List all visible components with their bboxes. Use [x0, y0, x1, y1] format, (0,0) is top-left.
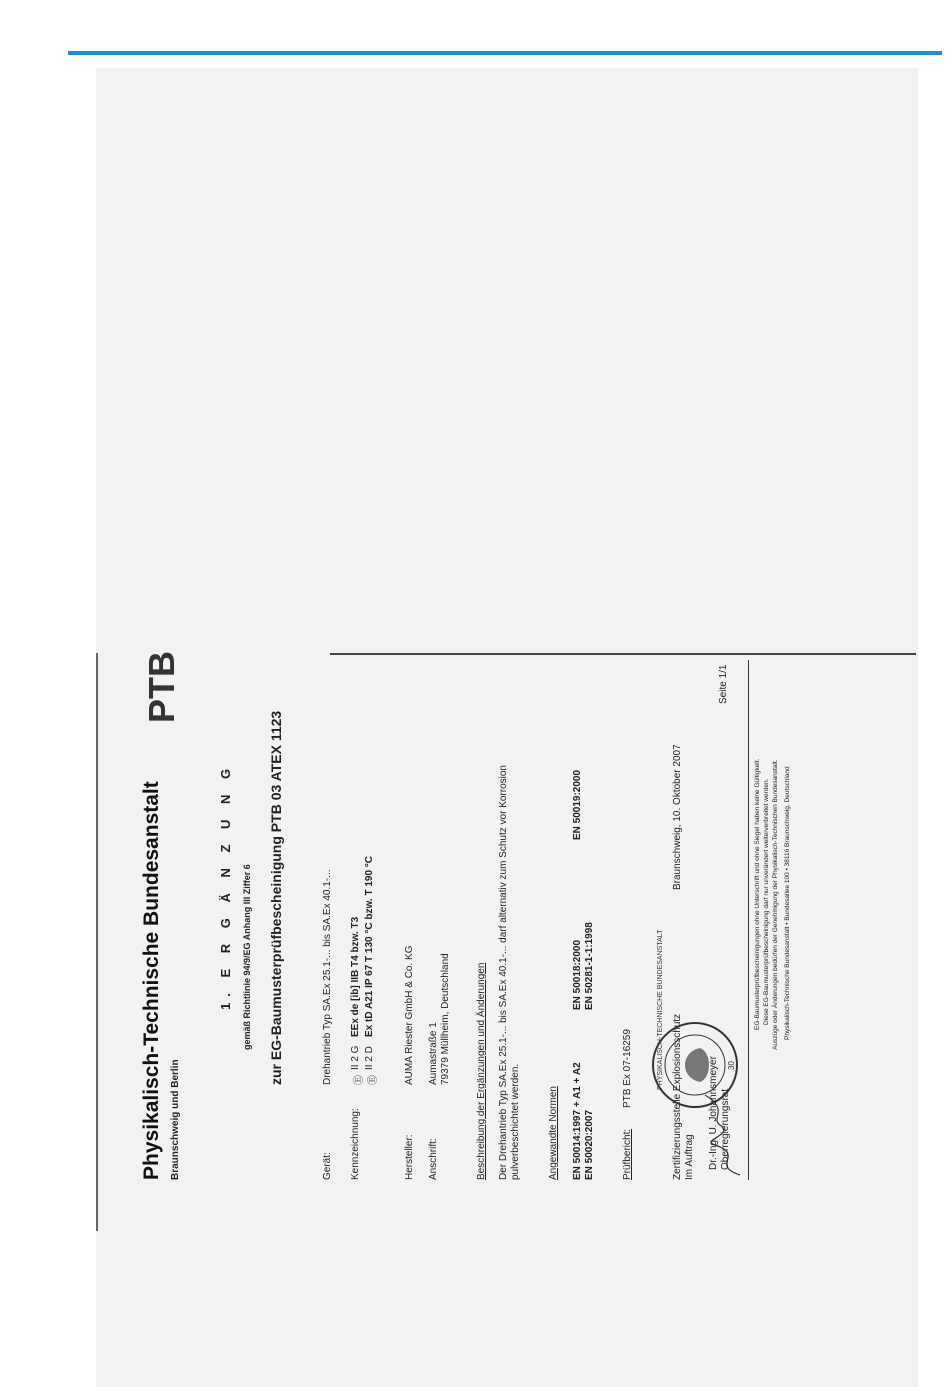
header-title: Physikalisch-Technische Bundesanstalt [140, 781, 163, 1180]
erganzung-title: 1. E R G Ä N Z U N G [218, 762, 233, 1010]
footer-line2: Diese EG-Baumusterprüfbescheinigung darf nur unverändert weiterverbreitet werden. [763, 778, 770, 1025]
signatory-title: Oberregierungsrat [720, 1088, 731, 1170]
header-subtitle: Braunschweig und Berlin [170, 1059, 181, 1180]
footer-line3: Auszüge oder Änderungen bedürfen der Genehmigung der Physikalisch-Technischen Bundesanstalt. [772, 759, 779, 1050]
certificate-reference: zur EG-Baumusterprüfbescheinigung PTB 03 ATEX 1123 [268, 710, 284, 1085]
footer-line1: EG-Baumusterprüfbescheinigungen ohne Unterschrift und ohne Siegel haben keine Gültigkeit. [754, 758, 761, 1030]
kenn-line2-value: Ex tD A21 IP 67 T 130 °C bzw. T 190 °C [364, 855, 375, 1037]
page-number: Seite 1/1 [718, 664, 729, 704]
norm-col2-line2: EN 50281-1-1:1998 [584, 922, 595, 1010]
hersteller-value: AUMA Riester GmbH & Co. KG [404, 945, 415, 1085]
kenn-line1-value: EEx de [ib] IIB T4 bzw. T3 [350, 916, 361, 1037]
hersteller-label: Hersteller: [404, 1134, 415, 1180]
kennzeichnung-label: Kennzeichnung: [350, 1108, 361, 1180]
norm-col2-line1: EN 50018:2000 [572, 939, 583, 1010]
beschreibung-line2: pulverbeschichtet werden. [510, 1063, 521, 1180]
kenn-line2-prefix: II 2 D [364, 1046, 375, 1070]
footer-line4: Physikalisch-Technische Bundesanstalt • Bundesallee 100 • 38116 Braunschweig, Deutschland [784, 766, 791, 1040]
geraet-value: Drehantrieb Typ SA.Ex 25.1-... bis SA.Ex 40.1-... [322, 869, 333, 1085]
certificate-document [130, 651, 920, 1180]
anschrift-line2: 79379 Müllheim, Deutschland [440, 953, 451, 1085]
scan-frame-top [330, 653, 916, 655]
anschrift-line1: Aumastraße 1 [428, 1022, 439, 1085]
signature-org: Zertifizierungsstelle Explosionsschutz [672, 1013, 683, 1180]
svg-text:PTB: PTB [141, 651, 182, 723]
ptb-logo [140, 651, 182, 725]
scan-frame-left [96, 653, 98, 1231]
seal-text: PHYSIKALISCH-TECHNISCHE BUNDESANSTALT [657, 929, 664, 1090]
footer-separator [748, 660, 749, 1180]
norm-col1-line1: EN 50014:1997 + A1 + A2 [572, 1062, 583, 1180]
kenn-line1-prefix: II 2 G [350, 1045, 361, 1070]
geraet-label: Gerät: [322, 1152, 333, 1180]
signature-date: Braunschweig, 10. Oktober 2007 [672, 744, 683, 890]
signatory-name: Dr.-Ing. U. Johannsmeyer [708, 1056, 719, 1170]
norm-col1-line2: EN 50020:2007 [584, 1109, 595, 1180]
anschrift-label: Anschrift: [428, 1138, 439, 1180]
im-auftrag: Im Auftrag [684, 1134, 695, 1180]
top-accent-line [68, 51, 942, 55]
pruefbericht-label: Prüfbericht: [622, 1128, 633, 1180]
seal-number: 30 [727, 1061, 736, 1070]
ex-mark-icon: Ⓔ [354, 1075, 365, 1085]
beschreibung-line1: Der Drehantrieb Typ SA.Ex 25.1-... bis SA.Ex 40.1-... darf alternativ zum Schutz vor Korrosion [498, 765, 509, 1180]
beschreibung-heading: Beschreibung der Ergänzungen und Änderungen [476, 962, 487, 1180]
pruefbericht-value: PTB Ex 07-16259 [622, 1029, 633, 1108]
normen-heading: Angewandte Normen [548, 1086, 559, 1180]
directive-line: gemäß Richtlinie 94/9/EG Anhang III Ziffer 6 [242, 864, 252, 1050]
norm-col3-line1: EN 50019:2000 [572, 769, 583, 840]
ex-mark-icon-2: Ⓔ [368, 1075, 379, 1085]
